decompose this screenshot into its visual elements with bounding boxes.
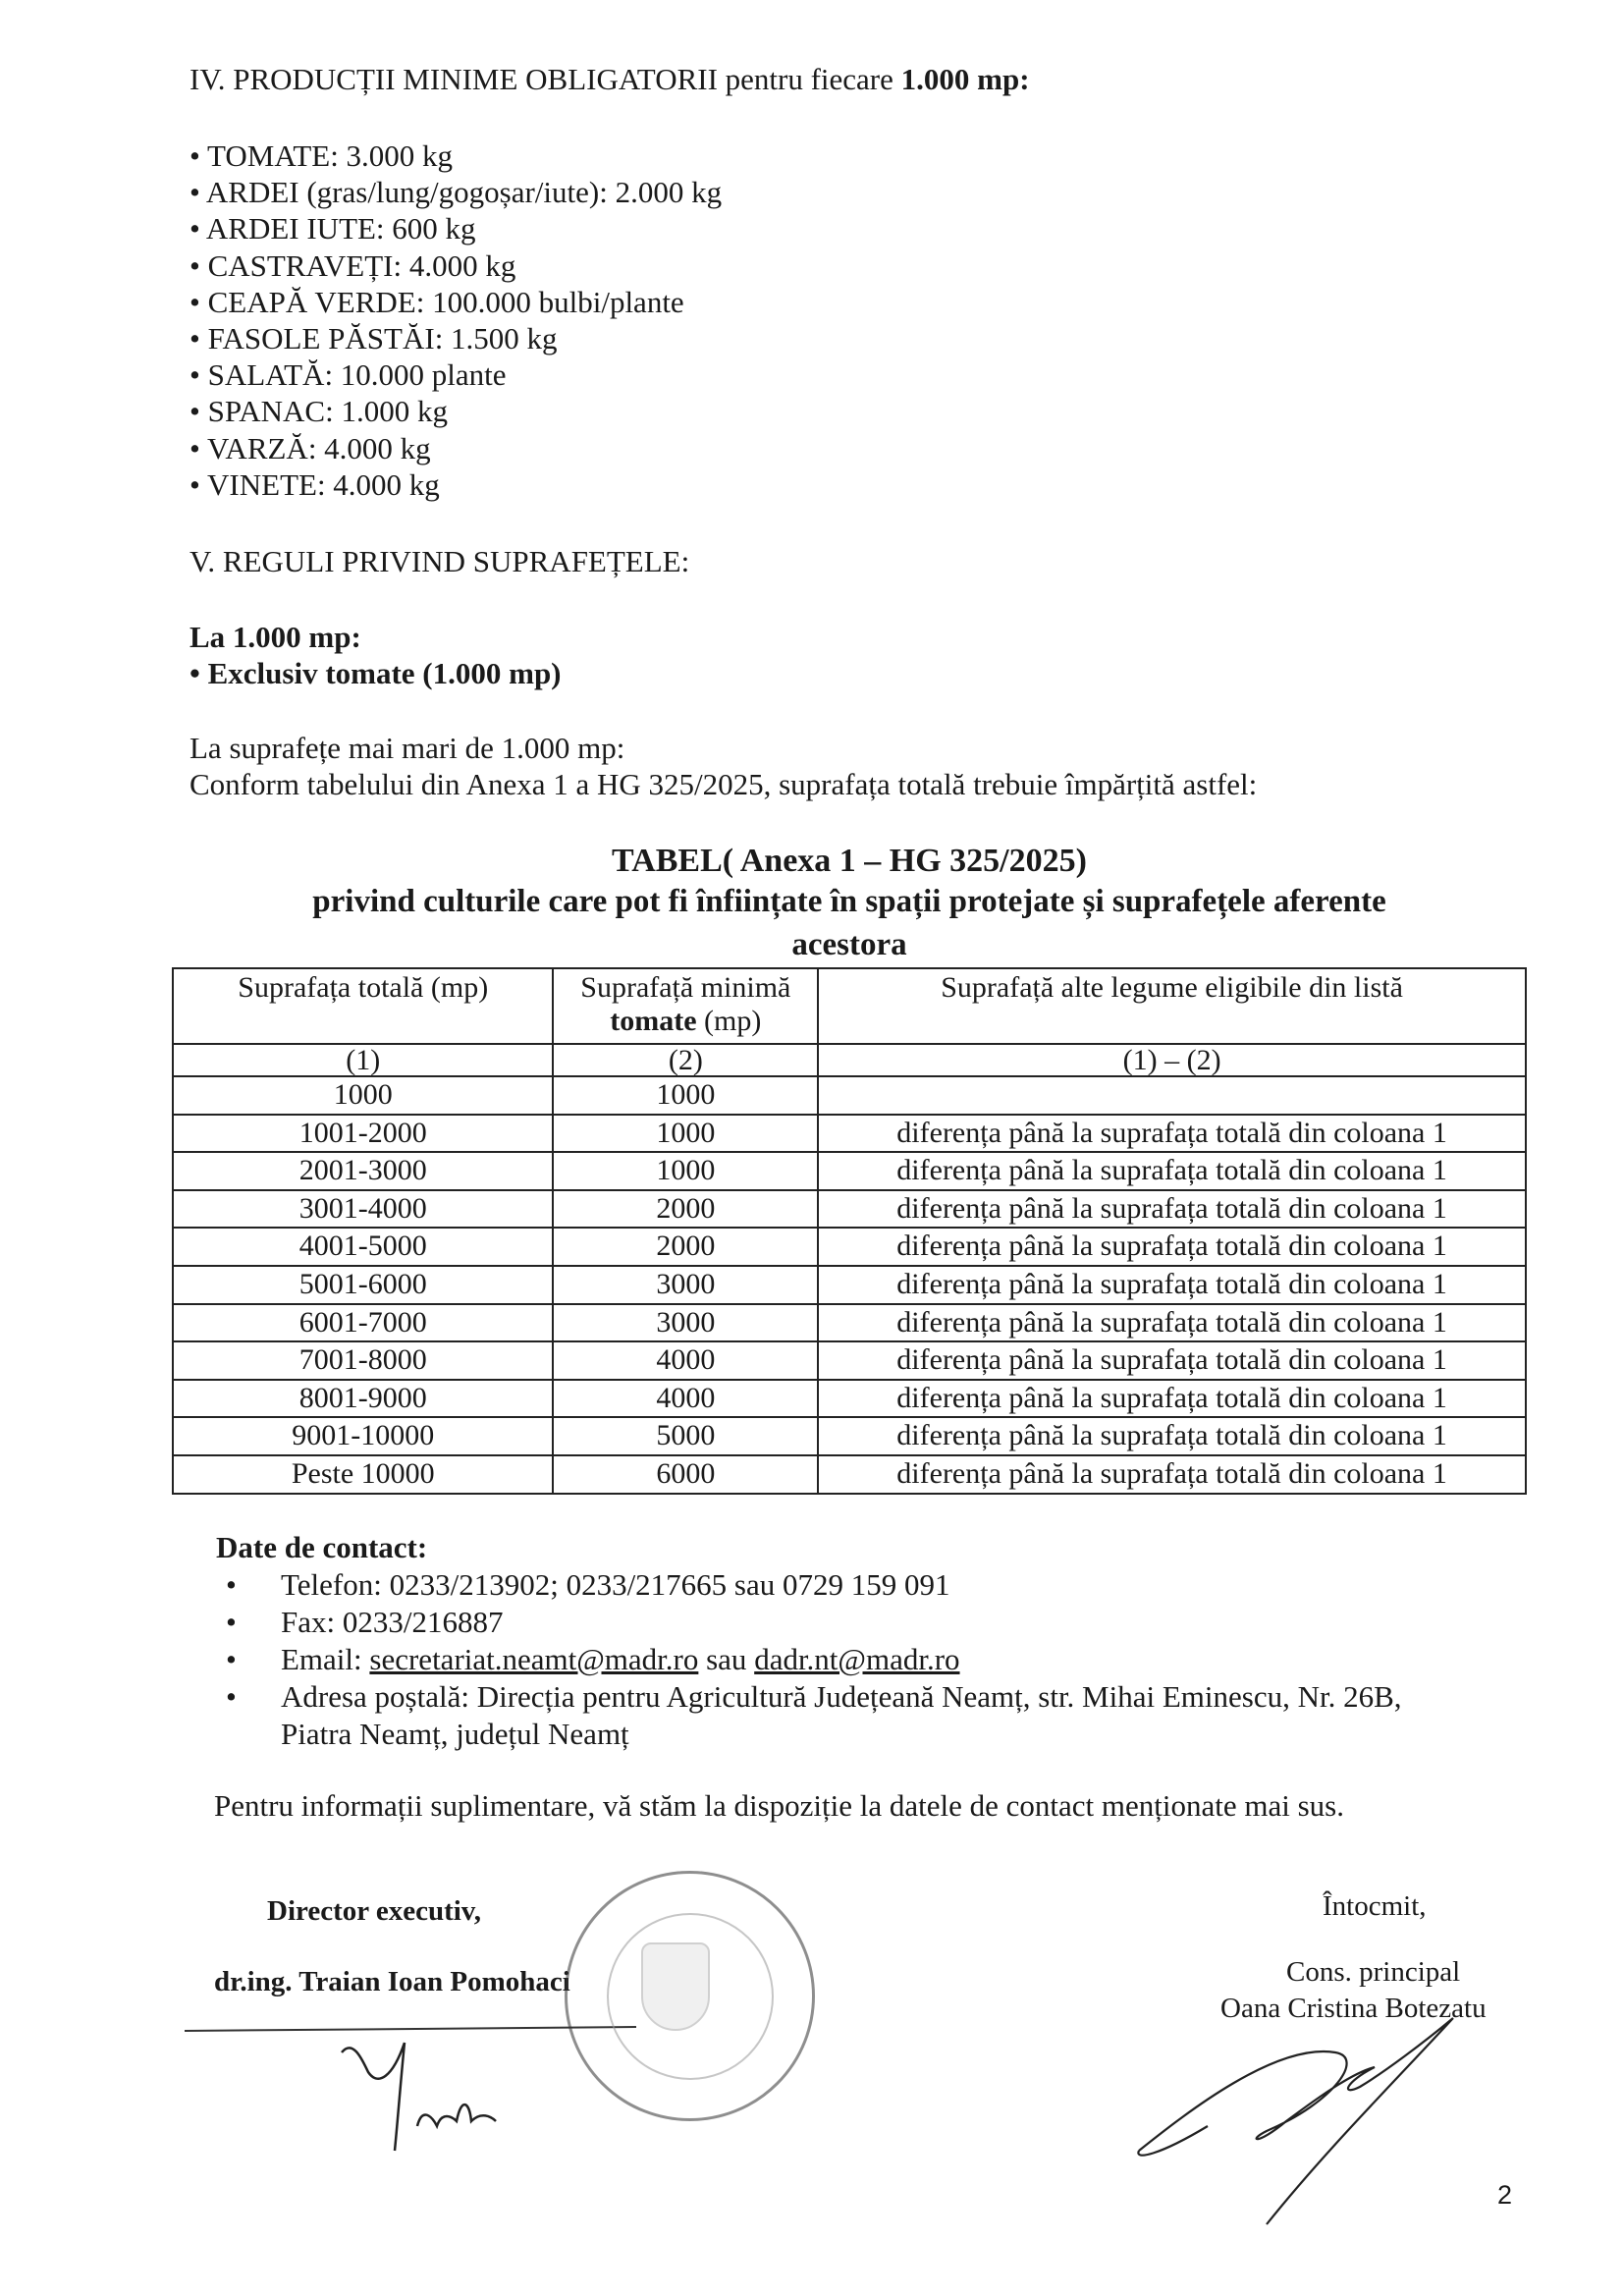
bullet-icon: • [226, 1679, 237, 1714]
rule-larger-line2: Conform tabelului din Anexa 1 a HG 325/2025, suprafața totală trebuie împărțită astfel: [189, 767, 1258, 801]
cell-tomato: 2000 [553, 1228, 818, 1266]
cell-total: 2001-3000 [173, 1152, 553, 1190]
cell-tomato: 1000 [553, 1152, 818, 1190]
cell-tomato: 4000 [553, 1380, 818, 1418]
index-cell: (1) – (2) [818, 1044, 1526, 1076]
cell-tomato: 1000 [553, 1076, 818, 1115]
header-min-tomato-line1: Suprafață minimă [580, 971, 791, 1004]
table-row [173, 1115, 1526, 1153]
section-iv-heading-bold: 1.000 mp: [900, 62, 1030, 96]
cell-total: 6001-7000 [173, 1304, 553, 1342]
bullet-icon: • [226, 1605, 237, 1639]
right-signatory-name: Oana Cristina Botezatu [1220, 1993, 1487, 2024]
closing-text: Pentru informații suplimentare, vă stăm la dispoziție la datele de contact menționate mai sus. [214, 1788, 1344, 1823]
table-index-row [173, 1044, 1526, 1076]
left-signatory-name: dr.ing. Traian Ioan Pomohaci [214, 1966, 570, 1997]
header-min-tomato-area [553, 968, 818, 1044]
phone-text: Telefon: 0233/213902; 0233/217665 sau 0729 159 091 [281, 1567, 950, 1602]
cell-total: Peste 10000 [173, 1455, 553, 1494]
cell-other: diferența până la suprafața totală din coloana 1 [818, 1152, 1526, 1190]
cell-total: 9001-10000 [173, 1417, 553, 1455]
contact-address [216, 1678, 1402, 1753]
bullet-icon: • [226, 1567, 237, 1602]
cell-total: 8001-9000 [173, 1380, 553, 1418]
bullet-icon: • [226, 1642, 237, 1676]
cell-other: diferența până la suprafața totală din coloana 1 [818, 1266, 1526, 1304]
cell-other: diferența până la suprafața totală din coloana 1 [818, 1228, 1526, 1266]
contact-email [216, 1641, 1402, 1678]
cell-tomato: 3000 [553, 1266, 818, 1304]
list-item: • SALATĂ: 10.000 plante [189, 357, 507, 393]
rule-1000-item: • Exclusiv tomate (1.000 mp) [189, 656, 562, 690]
list-item: • ARDEI IUTE: 600 kg [189, 211, 476, 246]
anexa-table [172, 967, 1527, 1495]
cell-total: 5001-6000 [173, 1266, 553, 1304]
email-link-dadr[interactable]: dadr.nt@madr.ro [754, 1642, 960, 1676]
email-separator: sau [698, 1642, 755, 1676]
table-title: TABEL( Anexa 1 – HG 325/2025) [612, 843, 1087, 879]
stamp-crest-icon [641, 1942, 710, 2031]
cell-other: diferența până la suprafața totală din coloana 1 [818, 1304, 1526, 1342]
table-row [173, 1228, 1526, 1266]
email-label: Email: [281, 1642, 370, 1676]
header-tomato-bold: tomate [610, 1005, 697, 1037]
contact-fax [216, 1604, 1402, 1641]
cell-tomato: 5000 [553, 1417, 818, 1455]
list-item: • VARZĂ: 4.000 kg [189, 430, 431, 465]
table-row [173, 1417, 1526, 1455]
page-number: 2 [1497, 2180, 1513, 2210]
list-item: • TOMATE: 3.000 kg [189, 138, 454, 173]
cell-other: diferența până la suprafața totală din coloana 1 [818, 1115, 1526, 1153]
email-link-secretariat[interactable]: secretariat.neamt@madr.ro [369, 1642, 699, 1676]
contact-phone [216, 1566, 1402, 1604]
cell-total: 4001-5000 [173, 1228, 553, 1266]
list-item: • CASTRAVEȚI: 4.000 kg [189, 247, 516, 283]
table-row [173, 1341, 1526, 1380]
table-row [173, 1152, 1526, 1190]
right-signatory-title: Cons. principal [1286, 1956, 1461, 1988]
table-header-row [173, 968, 1526, 1044]
cell-tomato: 2000 [553, 1190, 818, 1229]
cell-tomato: 1000 [553, 1115, 818, 1153]
production-list [189, 137, 722, 503]
left-signatory-role: Director executiv, [267, 1895, 481, 1927]
list-item: • SPANAC: 1.000 kg [189, 394, 448, 429]
cell-total: 3001-4000 [173, 1190, 553, 1229]
right-signatory-role: Întocmit, [1323, 1890, 1427, 1922]
cell-other: diferența până la suprafața totală din coloana 1 [818, 1380, 1526, 1418]
index-cell: (1) [173, 1044, 553, 1076]
contact-title: Date de contact: [216, 1530, 428, 1564]
address-line2: Piatra Neamț, județul Neamț [281, 1717, 629, 1751]
table-row [173, 1304, 1526, 1342]
header-other-vegetables-area: Suprafață alte legume eligibile din listă [818, 968, 1526, 1044]
table-subtitle-line2: acestora [791, 927, 907, 962]
list-item: • ARDEI (gras/lung/gogoșar/iute): 2.000 kg [189, 175, 723, 210]
header-total-area: Suprafața totală (mp) [173, 968, 553, 1044]
cell-total: 1000 [173, 1076, 553, 1115]
table-subtitle-line1: privind culturile care pot fi înființate în spații protejate și suprafețele aferente [312, 884, 1386, 919]
table-row [173, 1076, 1526, 1115]
cell-other [818, 1076, 1526, 1115]
table-row [173, 1380, 1526, 1418]
table-row [173, 1455, 1526, 1494]
table-row [173, 1266, 1526, 1304]
cell-other: diferența până la suprafața totală din coloana 1 [818, 1455, 1526, 1494]
section-iv-heading [189, 61, 1030, 97]
index-cell: (2) [553, 1044, 818, 1076]
list-item: • VINETE: 4.000 kg [189, 466, 440, 502]
table-row [173, 1190, 1526, 1229]
contact-section [216, 1529, 1402, 1753]
header-tomato-unit: (mp) [696, 1005, 762, 1037]
section-v-heading: V. REGULI PRIVIND SUPRAFEȚELE: [189, 544, 690, 578]
prepared-by-signature-icon [1129, 2013, 1483, 2239]
cell-total: 1001-2000 [173, 1115, 553, 1153]
rule-1000-title: La 1.000 mp: [189, 620, 361, 654]
cell-other: diferența până la suprafața totală din coloana 1 [818, 1417, 1526, 1455]
cell-total: 7001-8000 [173, 1341, 553, 1380]
cell-tomato: 3000 [553, 1304, 818, 1342]
list-item: • CEAPĂ VERDE: 100.000 bulbi/plante [189, 284, 684, 319]
address-line1: Adresa poștală: Direcția pentru Agricultură Județeană Neamț, str. Mihai Eminescu, Nr. 26B, [281, 1679, 1402, 1714]
cell-tomato: 4000 [553, 1341, 818, 1380]
cell-other: diferența până la suprafața totală din coloana 1 [818, 1341, 1526, 1380]
director-signature-icon [324, 2033, 658, 2160]
rule-larger-line1: La suprafețe mai mari de 1.000 mp: [189, 731, 625, 765]
cell-tomato: 6000 [553, 1455, 818, 1494]
cell-other: diferența până la suprafața totală din coloana 1 [818, 1190, 1526, 1229]
fax-text: Fax: 0233/216887 [281, 1605, 504, 1639]
section-iv-heading-text: IV. PRODUCȚII MINIME OBLIGATORII pentru fiecare [189, 62, 893, 96]
list-item: • FASOLE PĂSTĂI: 1.500 kg [189, 321, 558, 356]
contact-list [216, 1566, 1402, 1753]
